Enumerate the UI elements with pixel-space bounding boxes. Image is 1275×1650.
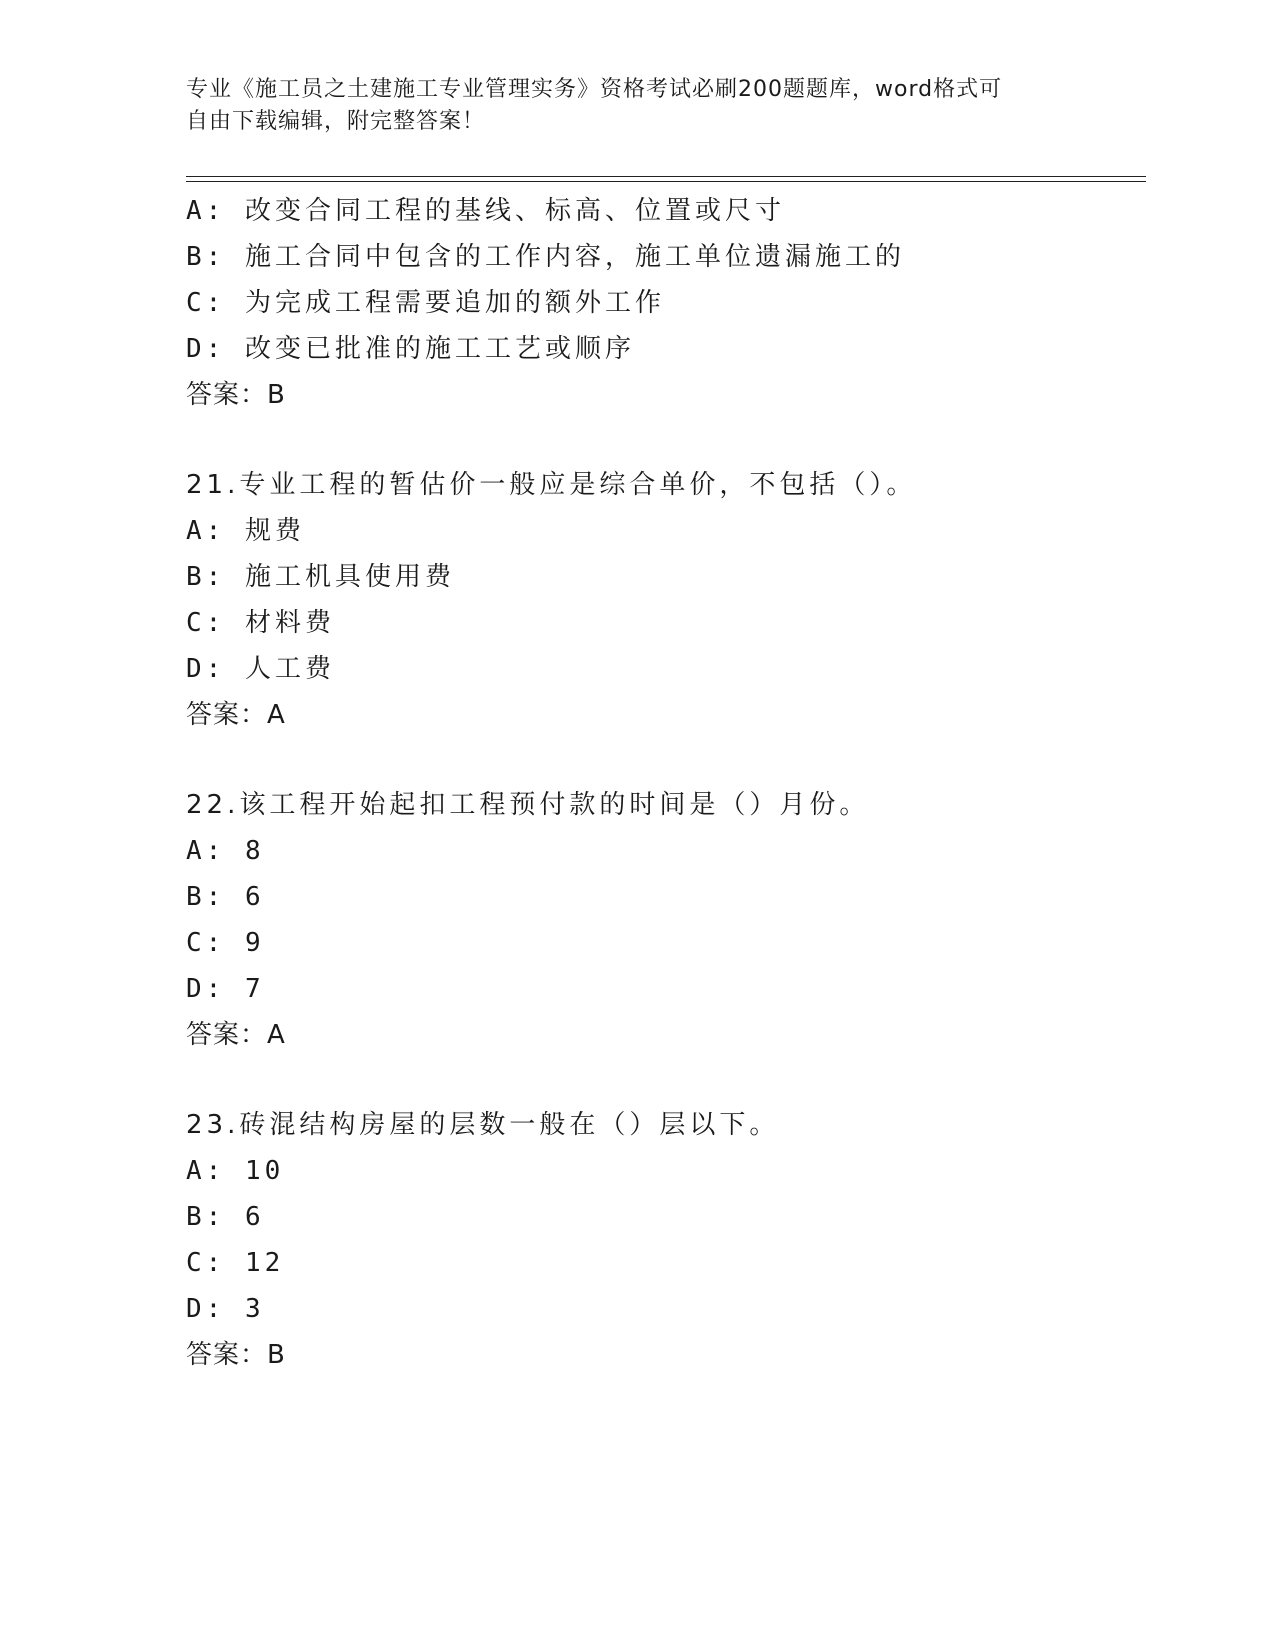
option-line <box>186 1148 1146 1194</box>
option-line <box>186 280 1146 326</box>
answer-line: 答案：A <box>186 700 286 730</box>
question-list <box>186 188 1146 1378</box>
option-line <box>186 326 1146 372</box>
option-line <box>186 188 1146 234</box>
option-text: 6 <box>244 1202 265 1232</box>
option-line <box>186 600 1146 646</box>
option-key: B: <box>186 242 226 272</box>
option-key: D: <box>186 974 226 1004</box>
option-text: 10 <box>244 1156 285 1186</box>
option-key: C: <box>186 608 226 638</box>
question-21 <box>186 462 1146 738</box>
question-22 <box>186 782 1146 1058</box>
option-text: 6 <box>244 882 265 912</box>
question-stem: 22.该工程开始起扣工程预付款的时间是（）月份。 <box>186 790 870 820</box>
option-text: 改变已批准的施工工艺或顺序 <box>244 334 635 364</box>
spacer <box>186 1058 1146 1102</box>
spacer <box>186 738 1146 782</box>
option-text: 8 <box>244 836 265 866</box>
option-key: A: <box>186 516 226 546</box>
option-key: A: <box>186 836 226 866</box>
question-stem: 23.砖混结构房屋的层数一般在（）层以下。 <box>186 1110 780 1140</box>
option-key: D: <box>186 654 226 684</box>
option-text: 9 <box>244 928 265 958</box>
option-line <box>186 646 1146 692</box>
option-text: 规费 <box>244 516 305 546</box>
option-key: D: <box>186 1294 226 1324</box>
option-text: 人工费 <box>244 654 335 684</box>
option-key: B: <box>186 882 226 912</box>
option-text: 改变合同工程的基线、标高、位置或尺寸 <box>244 196 785 226</box>
spacer <box>186 418 1146 462</box>
header-line-2: 自由下载编辑，附完整答案！ <box>186 109 486 134</box>
continued-question <box>186 188 1146 418</box>
option-line <box>186 554 1146 600</box>
option-line <box>186 874 1146 920</box>
option-line <box>186 1286 1146 1332</box>
option-line <box>186 1240 1146 1286</box>
option-key: C: <box>186 1248 226 1278</box>
answer-line: 答案：A <box>186 1020 286 1050</box>
question-23 <box>186 1102 1146 1378</box>
option-text: 12 <box>244 1248 285 1278</box>
header-divider-top <box>186 176 1146 177</box>
option-text: 7 <box>244 974 265 1004</box>
option-key: D: <box>186 334 226 364</box>
option-text: 3 <box>244 1294 265 1324</box>
header-line-1: 专业《施工员之土建施工专业管理实务》资格考试必刷200题题库，word格式可 <box>186 77 1003 102</box>
option-text: 为完成工程需要追加的额外工作 <box>244 288 665 318</box>
option-line <box>186 828 1146 874</box>
option-text: 施工合同中包含的工作内容，施工单位遗漏施工的 <box>244 242 905 272</box>
option-key: B: <box>186 562 226 592</box>
option-line <box>186 920 1146 966</box>
option-key: C: <box>186 928 226 958</box>
option-line <box>186 1194 1146 1240</box>
option-line <box>186 966 1146 1012</box>
option-key: B: <box>186 1202 226 1232</box>
option-key: A: <box>186 1156 226 1186</box>
document-header <box>186 74 1066 138</box>
option-key: C: <box>186 288 226 318</box>
option-line <box>186 508 1146 554</box>
answer-line: 答案：B <box>186 1340 286 1370</box>
option-text: 施工机具使用费 <box>244 562 455 592</box>
option-key: A: <box>186 196 226 226</box>
header-divider-bottom <box>186 181 1146 182</box>
answer-line: 答案：B <box>186 380 286 410</box>
question-stem: 21.专业工程的暂估价一般应是综合单价，不包括（）。 <box>186 470 917 500</box>
option-line <box>186 234 1146 280</box>
option-text: 材料费 <box>244 608 335 638</box>
